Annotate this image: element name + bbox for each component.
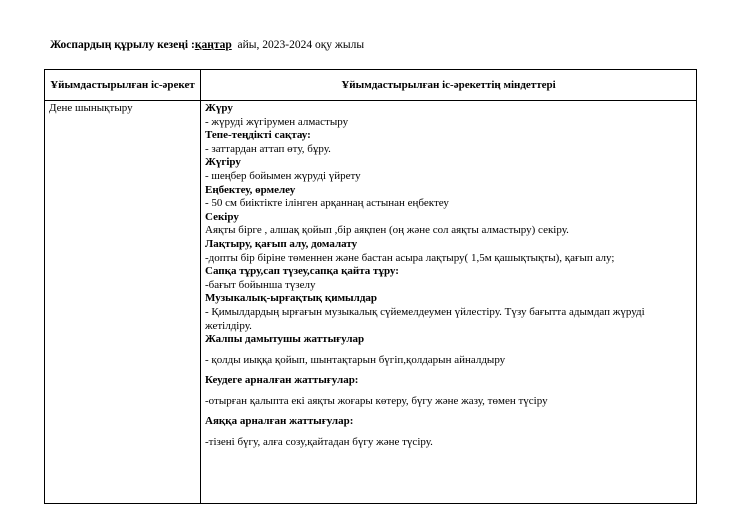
section-throwing bbox=[205, 238, 692, 265]
section-text: -бағыт бойынша түзелу bbox=[205, 278, 316, 291]
section-title: Тепе-теңдікті сақтау: bbox=[205, 129, 311, 142]
plan-table-header-row bbox=[45, 70, 697, 101]
section-text: -тізені бүгу, алға созу,қайтадан бүгу және түсіру. bbox=[205, 436, 433, 449]
section-title: Лақтыру, қағып алу, домалату bbox=[205, 237, 358, 250]
section-title: Кеудеге арналған жаттығулар: bbox=[205, 374, 359, 387]
section-text: Аяқты бірге , алшақ қойып ,бір аяқпен (оң және сол аяқты алмастыру) секіру. bbox=[205, 224, 569, 237]
section-chest-exercises bbox=[205, 374, 692, 408]
section-jumping bbox=[205, 211, 692, 238]
section-text: - қолды иыққа қойып, шынтақтарын бүгіп,қолдарын айналдыру bbox=[205, 353, 506, 366]
section-text: -допты бір біріне төменнен және бастан асыра лақтыру( 1,5м қашықтықты), қағып алу; bbox=[205, 251, 615, 264]
section-text: -отырған қалыпта екі аяқты жоғары көтеру, бүгу және жазу, төмен түсіру bbox=[205, 394, 548, 407]
section-text: - Қимылдардың ырғағын музыкалық сүйемелдеумен үйлестіру. Түзу бағытта адымдап жүруді жетілдіру. bbox=[205, 305, 645, 332]
table-row bbox=[45, 101, 697, 504]
section-musical-rhythmic bbox=[205, 292, 692, 333]
section-title: Жүгіру bbox=[205, 156, 241, 169]
plan-period-heading bbox=[50, 39, 364, 51]
section-text: - 50 см биіктікте ілінген арқаннаң астынан еңбектеу bbox=[205, 197, 449, 210]
section-crawling-climbing bbox=[205, 184, 692, 211]
section-title: Жалпы дамытушы жаттығулар bbox=[205, 333, 365, 346]
section-title: Секіру bbox=[205, 210, 239, 223]
plan-month: қаңтар bbox=[194, 39, 232, 51]
section-title: Музыкалық-ырғақтық қимылдар bbox=[205, 292, 378, 305]
section-formation bbox=[205, 265, 692, 292]
section-title: Жүру bbox=[205, 102, 233, 114]
section-leg-exercises bbox=[205, 415, 692, 449]
objectives-cell bbox=[201, 101, 697, 504]
plan-period-label: Жоспардың құрылу кезеңі : bbox=[50, 39, 195, 51]
section-title: Сапқа тұру,сап түзеу,сапқа қайта тұру: bbox=[205, 265, 399, 278]
section-title: Аяққа арналған жаттығулар: bbox=[205, 415, 354, 428]
section-text: - шеңбер бойымен жүруді үйрету bbox=[205, 169, 361, 182]
section-running bbox=[205, 156, 692, 183]
section-walking bbox=[205, 102, 692, 129]
activity-name-cell: Дене шынықтыру bbox=[45, 101, 201, 504]
section-title: Еңбектеу, өрмелеу bbox=[205, 183, 296, 196]
plan-year: айы, 2023-2024 оқу жылы bbox=[231, 39, 365, 51]
section-text: - заттардан аттап өту, бұру. bbox=[205, 142, 331, 155]
header-organized-activity: Ұйымдастырылған іс-әрекет bbox=[45, 70, 201, 101]
plan-table bbox=[44, 69, 697, 504]
section-balance bbox=[205, 129, 692, 156]
section-text: - жүруді жүгірумен алмастыру bbox=[205, 115, 349, 128]
header-activity-objectives: Ұйымдастырылған іс-әрекеттің міндеттері bbox=[201, 70, 697, 101]
section-general-exercises bbox=[205, 333, 692, 367]
